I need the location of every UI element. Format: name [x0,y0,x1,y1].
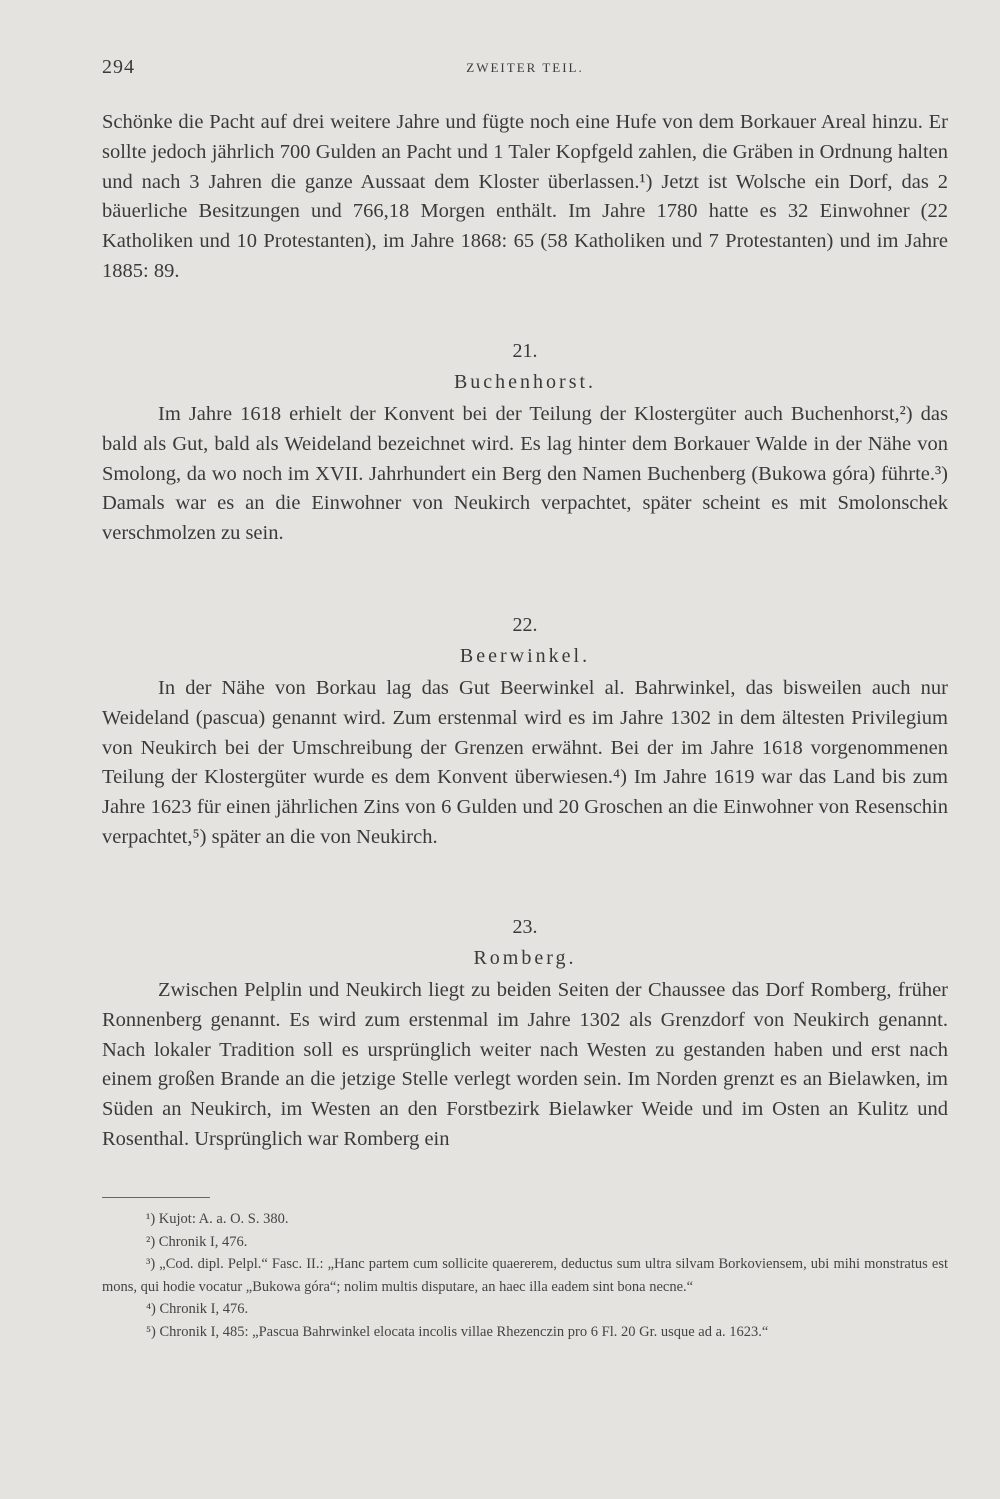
intro-block [102,108,948,287]
section-text: In der Nähe von Borkau lag das Gut Beerwinkel al. Bahrwinkel, das bisweilen auch nur Weideland (pascua) genannt wird. Zum erstenmal wird es im Jahre 1302 in dem ältesten Privilegium von Neukirch bei der Umschreibung der Grenzen erwähnt. Bei der im Jahre 1618 vorgenommenen Teilung der Klostergüter wurde es dem Konvent überwiesen.⁴) Im Jahre 1619 war das Land bis zum Jahre 1623 für einen jährlichen Zins von 6 Gulden und 20 Groschen an die Einwohner von Resenschin verpachtet,⁵) später an die von Neukirch. [102,677,948,848]
footnote-divider [102,1197,210,1198]
section-title: Buchenhorst. [453,371,597,393]
section-number: 22. [512,614,538,636]
section-22 [102,614,948,853]
section-title: Romberg. [473,947,577,969]
footnote-2: ²) Chronik I, 476. [146,1233,248,1250]
section-21 [102,340,948,549]
footnote-5: ⁵) Chronik I, 485: „Pascua Bahrwinkel elocata incolis villae Rhezenczin pro 6 Fl. 20 Gr. usque ad a. 1623.“ [146,1323,769,1340]
page-header [102,56,948,82]
page-number: 294 [102,56,135,78]
section-text: Zwischen Pelplin und Neukirch liegt zu beiden Seiten der Chaussee das Dorf Romberg, früher Ronnenberg genannt. Es wird zum erstenmal im Jahre 1302 als Grenzdorf von Neukirch genannt. Nach lokaler Tradition soll es ursprünglich weiter nach Westen zu gestanden haben und erst nach einem großen Brande an die jetzige Stelle verlegt worden sein. Im Norden grenzt es an Bielawken, im Süden an Neukirch, im Westen an den Forstbezirk Bielawker Weide und im Osten an Kulitz und Rosenthal. Ursprünglich war Romberg ein [102,979,948,1150]
section-number: 21. [512,340,538,362]
footnotes [102,1208,948,1343]
footnote-3: ³) „Cod. dipl. Pelpl.“ Fasc. II.: „Hanc partem cum sollicite quaererem, deductus sum ultra silvam Borkoviensem, ubi mihi monstratus est mons, qui hodie vocatur „Bukowa góra“; nolim multis disputare, an haec illa eadem sint bona necne.“ [102,1256,948,1295]
section-title: Beerwinkel. [459,645,591,667]
footnote-1: ¹) Kujot: A. a. O. S. 380. [146,1211,289,1227]
section-text: Im Jahre 1618 erhielt der Konvent bei der Teilung der Klostergüter auch Buchenhorst,²) das bald als Gut, bald als Weideland bezeichnet wird. Es lag hinter dem Borkauer Walde in der Nähe von Smolong, da wo noch im XVII. Jahrhundert ein Berg den Namen Buchenberg (Bukowa góra) führte.³) Damals war es an die Einwohner von Neukirch verpachtet, später scheint es mit Smolonschek verschmolzen zu sein. [102,403,948,545]
footnote-4: ⁴) Chronik I, 476. [146,1301,249,1317]
section-number: 23. [512,916,538,938]
intro-paragraph: Schönke die Pacht auf drei weitere Jahre und fügte noch eine Hufe von dem Borkauer Areal hinzu. Er sollte jedoch jährlich 700 Gulden an Pacht und 1 Taler Kopfgeld zahlen, die Gräben in Ordnung halten und nach 3 Jahren die ganze Aussaat dem Kloster überlassen.¹) Jetzt ist Wolsche ein Dorf, das 2 bäuerliche Besitzungen und 766,18 Morgen enthält. Im Jahre 1780 hatte es 32 Einwohner (22 Katholiken und 10 Protestanten), im Jahre 1868: 65 (58 Katholiken und 7 Protestanten) und im Jahre 1885: 89. [102,111,948,282]
running-title: ZWEITER TEIL. [466,60,584,75]
section-23 [102,916,948,1155]
